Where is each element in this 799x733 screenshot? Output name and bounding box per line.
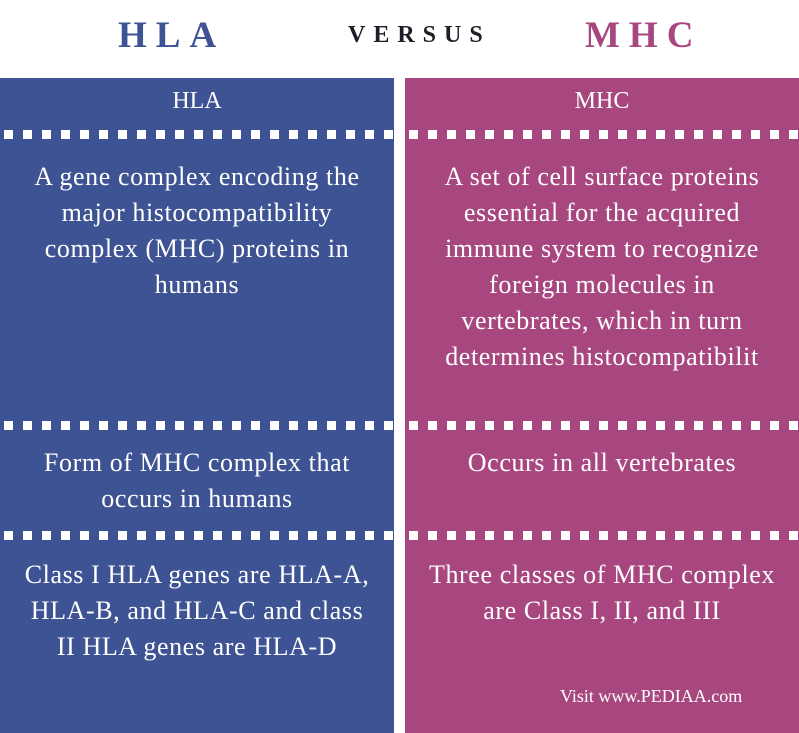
mhc-classes: Three classes of MHC complex are Class I, II, and III [428, 560, 776, 625]
row-divider [0, 130, 394, 139]
hla-occurrence: Form of MHC complex that occurs in humans [43, 448, 351, 513]
comparison-header [0, 0, 799, 78]
versus-label: VERSUS [348, 22, 491, 48]
hla-column-heading: HLA [172, 88, 222, 114]
hla-classes: Class I HLA genes are HLA-A, HLA-B, and HLA-C and class II HLA genes are HLA-D [24, 560, 370, 661]
row-divider [0, 531, 394, 540]
mhc-occurrence: Occurs in all vertebrates [467, 448, 737, 477]
mhc-column [405, 78, 799, 733]
row-divider [405, 130, 799, 139]
row-divider [0, 421, 394, 430]
right-title: MHC [585, 15, 703, 56]
row-divider [405, 421, 799, 430]
mhc-definition: A set of cell surface proteins essential for the acquired immune system to recognize foreign molecules in vertebrates, which in turn determines histocompatibilit [444, 162, 760, 371]
hla-column [0, 78, 394, 733]
row-divider [405, 531, 799, 540]
left-title: HLA [118, 15, 226, 56]
source-credit: Visit www.PEDIAA.com [560, 686, 743, 706]
mhc-column-heading: MHC [574, 88, 630, 114]
hla-definition: A gene complex encoding the major histocompatibility complex (MHC) proteins in humans [34, 162, 360, 299]
